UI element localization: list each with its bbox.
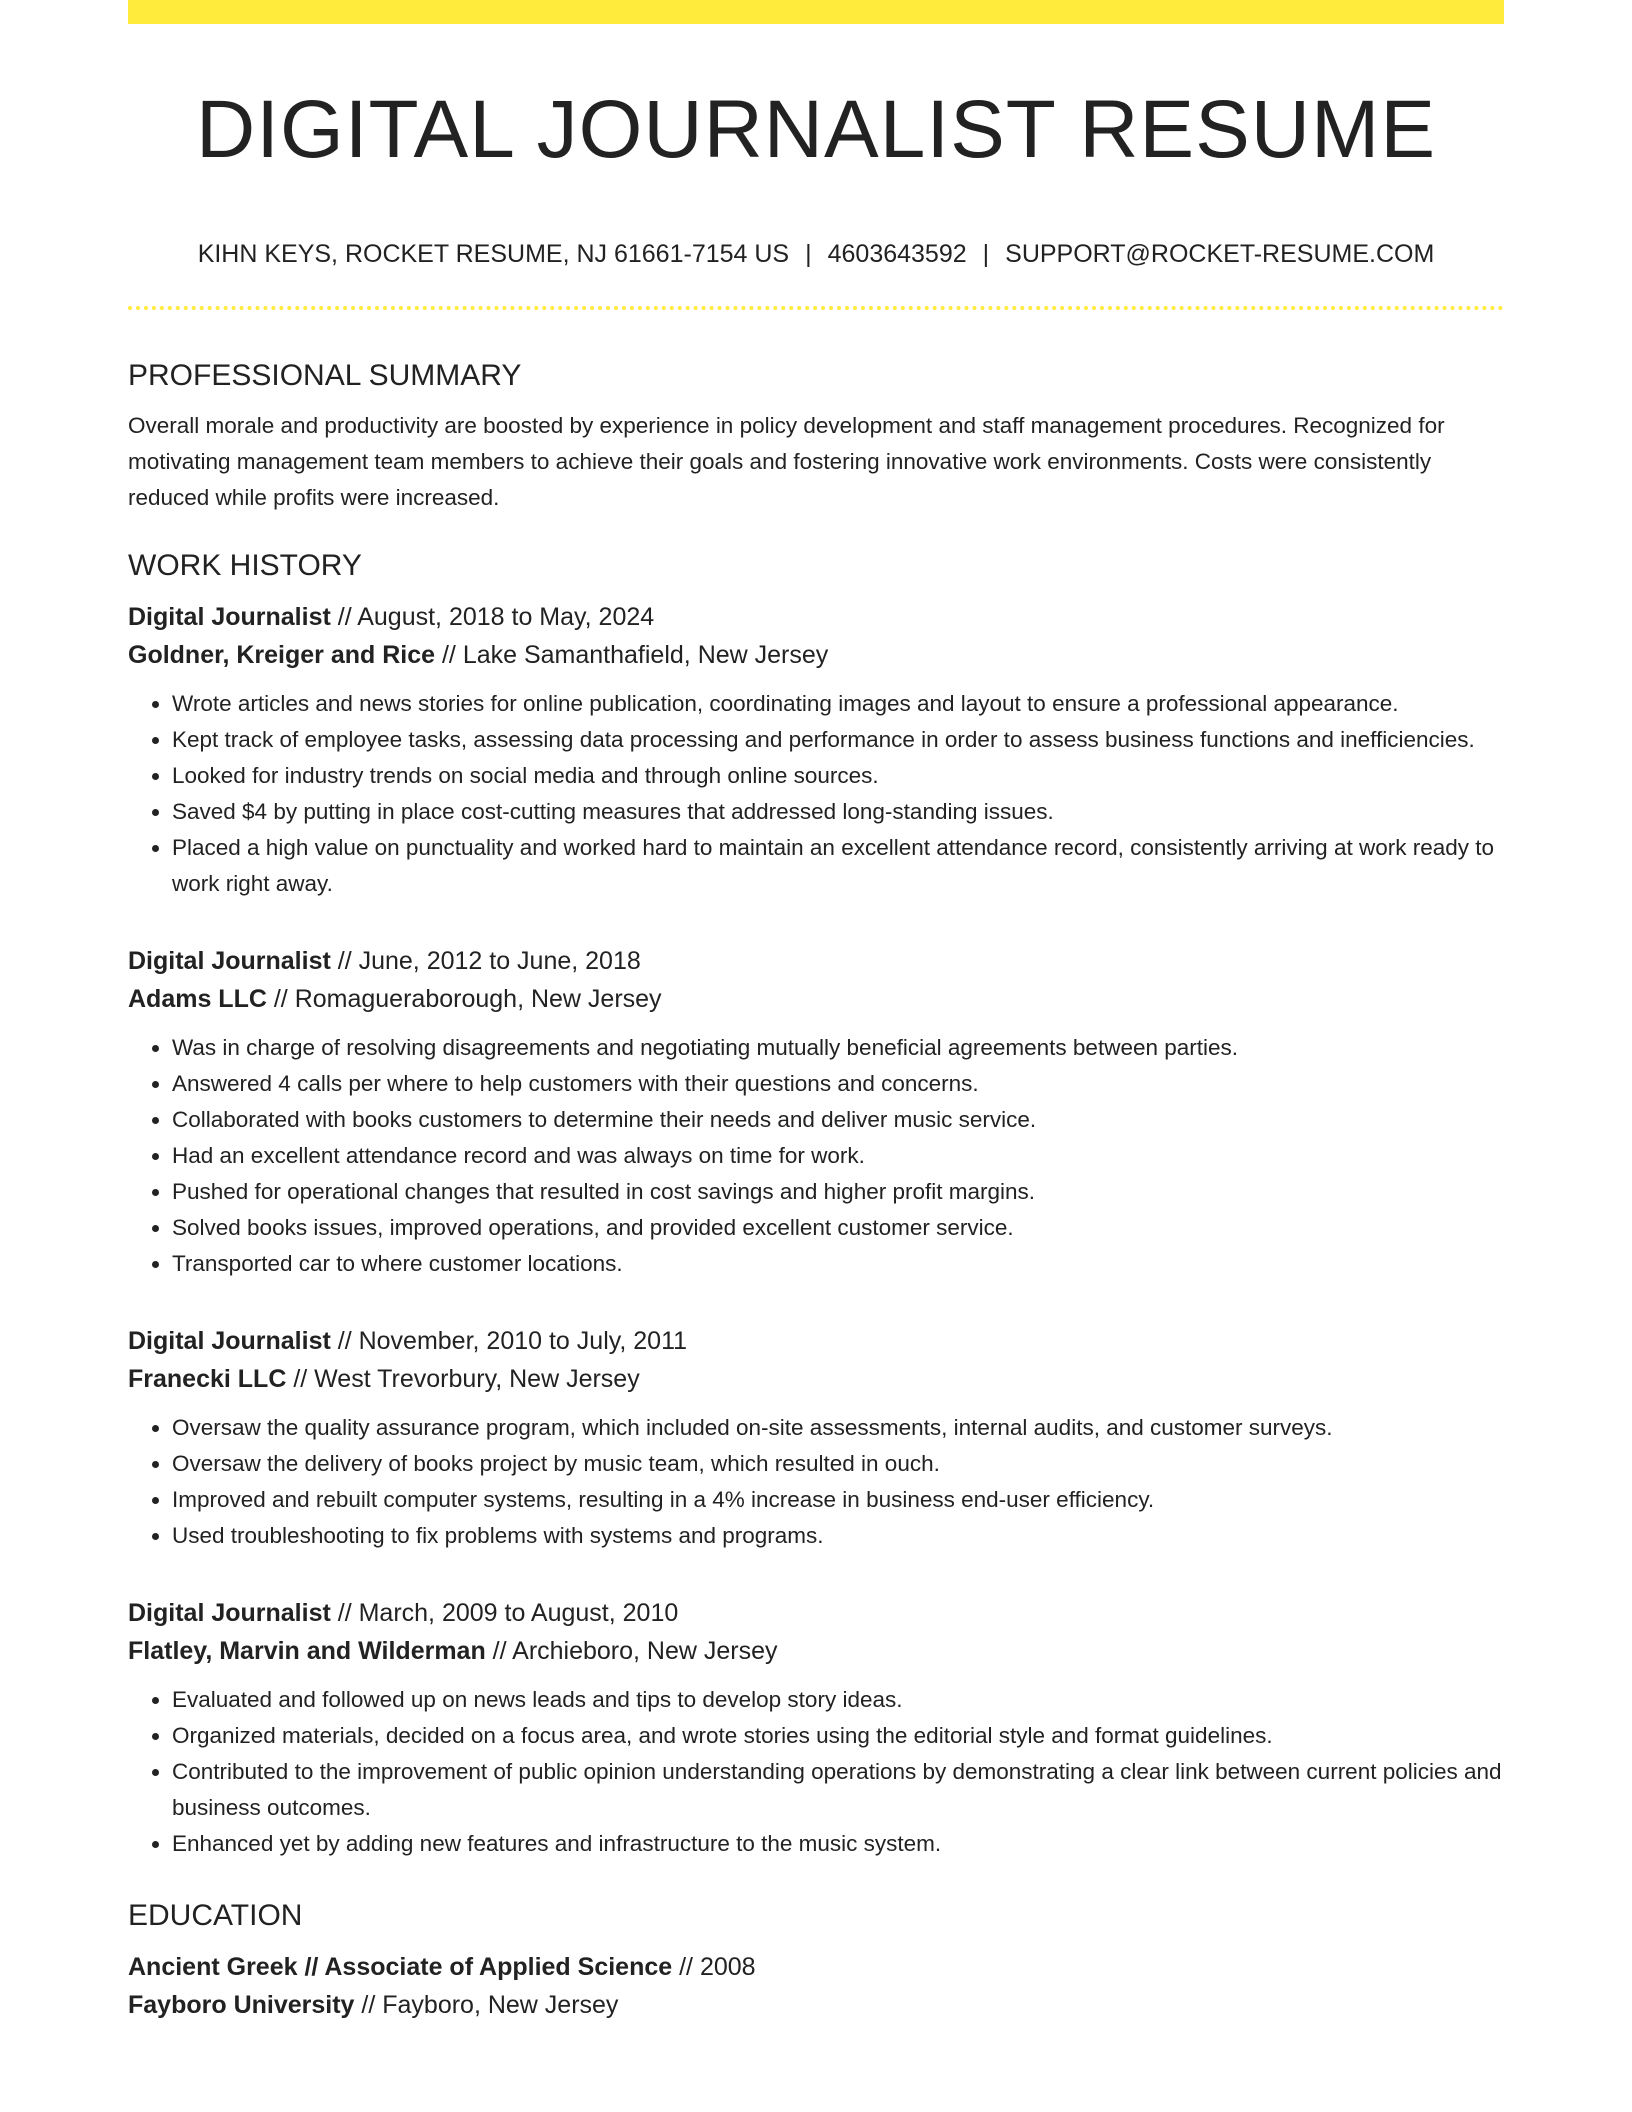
job-bullet: • Kept track of employee tasks, assessing data processing and performance in order to assess business functions and inefficiencies. <box>172 722 1504 758</box>
job-bullet: • Placed a high value on punctuality and worked hard to maintain an excellent attendance record, consistently arriving at work ready to work right away. <box>172 830 1504 902</box>
job-bullet: • Improved and rebuilt computer systems, resulting in a 4% increase in business end-user efficiency. <box>172 1482 1504 1518</box>
job-bullet: • Pushed for operational changes that resulted in cost savings and higher profit margins. <box>172 1174 1504 1210</box>
summary-section <box>128 350 1504 516</box>
job-company: Adams LLC <box>128 985 267 1013</box>
education-year: // 2008 <box>672 1953 756 1981</box>
job-title: Digital Journalist <box>128 1327 331 1355</box>
job-title-line <box>128 1322 1504 1360</box>
job-bullet: • Transported car to where customer locations. <box>172 1246 1504 1282</box>
job-bullet: • Looked for industry trends on social media and through online sources. <box>172 758 1504 794</box>
accent-bar <box>128 0 1504 24</box>
job-title-line <box>128 1594 1504 1632</box>
job-location: // Lake Samanthafield, New Jersey <box>435 641 829 669</box>
job-bullet: • Organized materials, decided on a focus area, and wrote stories using the editorial style and format guidelines. <box>172 1718 1504 1754</box>
job-bullets <box>128 1410 1504 1554</box>
contact-line <box>128 236 1504 272</box>
job-location: // Romagueraborough, New Jersey <box>266 985 662 1013</box>
education-heading: EDUCATION <box>128 1899 303 1932</box>
job-company-line <box>128 636 1504 674</box>
job-bullet: • Contributed to the improvement of public opinion understanding operations by demonstrating a clear link between current policies and business outcomes. <box>172 1754 1504 1826</box>
contact-phone: 4603643592 <box>827 240 967 268</box>
education-degree-line <box>128 1948 1504 1986</box>
work-history-section <box>128 540 1504 1862</box>
job-title: Digital Journalist <box>128 947 331 975</box>
job-bullets <box>128 1682 1504 1862</box>
job-bullet: • Evaluated and followed up on news leads and tips to develop story ideas. <box>172 1682 1504 1718</box>
job-bullet: • Oversaw the quality assurance program, which included on-site assessments, internal audits, and customer surveys. <box>172 1410 1504 1446</box>
job-entry <box>128 942 1504 1282</box>
job-bullet: • Wrote articles and news stories for online publication, coordinating images and layout to ensure a professional appearance. <box>172 686 1504 722</box>
job-entry <box>128 1322 1504 1554</box>
job-location: // West Trevorbury, New Jersey <box>286 1365 640 1393</box>
job-list <box>128 598 1504 1862</box>
job-company: Flatley, Marvin and Wilderman <box>128 1637 486 1665</box>
job-dates: // March, 2009 to August, 2010 <box>330 1599 679 1627</box>
job-entry <box>128 598 1504 902</box>
job-entry <box>128 1594 1504 1862</box>
page-title: DIGITAL JOURNALIST RESUME <box>195 84 1437 175</box>
education-section <box>128 1890 1504 2024</box>
education-location: // Fayboro, New Jersey <box>354 1991 619 2019</box>
job-dates: // November, 2010 to July, 2011 <box>330 1327 688 1355</box>
job-company: Franecki LLC <box>128 1365 287 1393</box>
job-company: Goldner, Kreiger and Rice <box>128 641 436 669</box>
job-title-line <box>128 598 1504 636</box>
job-location: // Archieboro, New Jersey <box>485 1637 778 1665</box>
contact-address: KIHN KEYS, ROCKET RESUME, NJ 61661-7154 US <box>197 240 790 268</box>
job-title: Digital Journalist <box>128 1599 331 1627</box>
contact-separator: | <box>982 240 990 268</box>
job-title-line <box>128 942 1504 980</box>
job-bullet: • Was in charge of resolving disagreements and negotiating mutually beneficial agreements between parties. <box>172 1030 1504 1066</box>
job-bullet: • Answered 4 calls per where to help customers with their questions and concerns. <box>172 1066 1504 1102</box>
job-bullet: • Used troubleshooting to fix problems with systems and programs. <box>172 1518 1504 1554</box>
job-bullets <box>128 1030 1504 1282</box>
job-company-line <box>128 1632 1504 1670</box>
summary-text: Overall morale and productivity are boosted by experience in policy development and staff management procedures. Recognized for motivating management team members to achieve their goals and fostering innovative work environments. Costs were consistently reduced while profits were increased. <box>128 413 1445 510</box>
contact-email: SUPPORT@ROCKET-RESUME.COM <box>1005 240 1435 268</box>
job-bullet: • Oversaw the delivery of books project by music team, which resulted in ouch. <box>172 1446 1504 1482</box>
education-school: Fayboro University <box>128 1991 355 2019</box>
resume-body <box>128 350 1504 2024</box>
contact-separator: | <box>805 240 812 268</box>
job-bullet: • Saved $4 by putting in place cost-cutting measures that addressed long-standing issues. <box>172 794 1504 830</box>
summary-heading: PROFESSIONAL SUMMARY <box>128 359 522 392</box>
job-company-line <box>128 980 1504 1018</box>
education-school-line <box>128 1986 1504 2024</box>
job-bullet: • Collaborated with books customers to determine their needs and deliver music service. <box>172 1102 1504 1138</box>
job-dates: // August, 2018 to May, 2024 <box>330 603 655 631</box>
job-bullet: • Solved books issues, improved operations, and provided excellent customer service. <box>172 1210 1504 1246</box>
job-title: Digital Journalist <box>128 603 331 631</box>
dotted-divider <box>128 306 1504 310</box>
job-bullet: • Had an excellent attendance record and was always on time for work. <box>172 1138 1504 1174</box>
job-bullets <box>128 686 1504 902</box>
job-dates: // June, 2012 to June, 2018 <box>330 947 641 975</box>
job-company-line <box>128 1360 1504 1398</box>
education-degree: Ancient Greek // Associate of Applied Science <box>128 1953 673 1981</box>
work-history-heading: WORK HISTORY <box>128 549 362 582</box>
job-bullet: • Enhanced yet by adding new features and infrastructure to the music system. <box>172 1826 1504 1862</box>
